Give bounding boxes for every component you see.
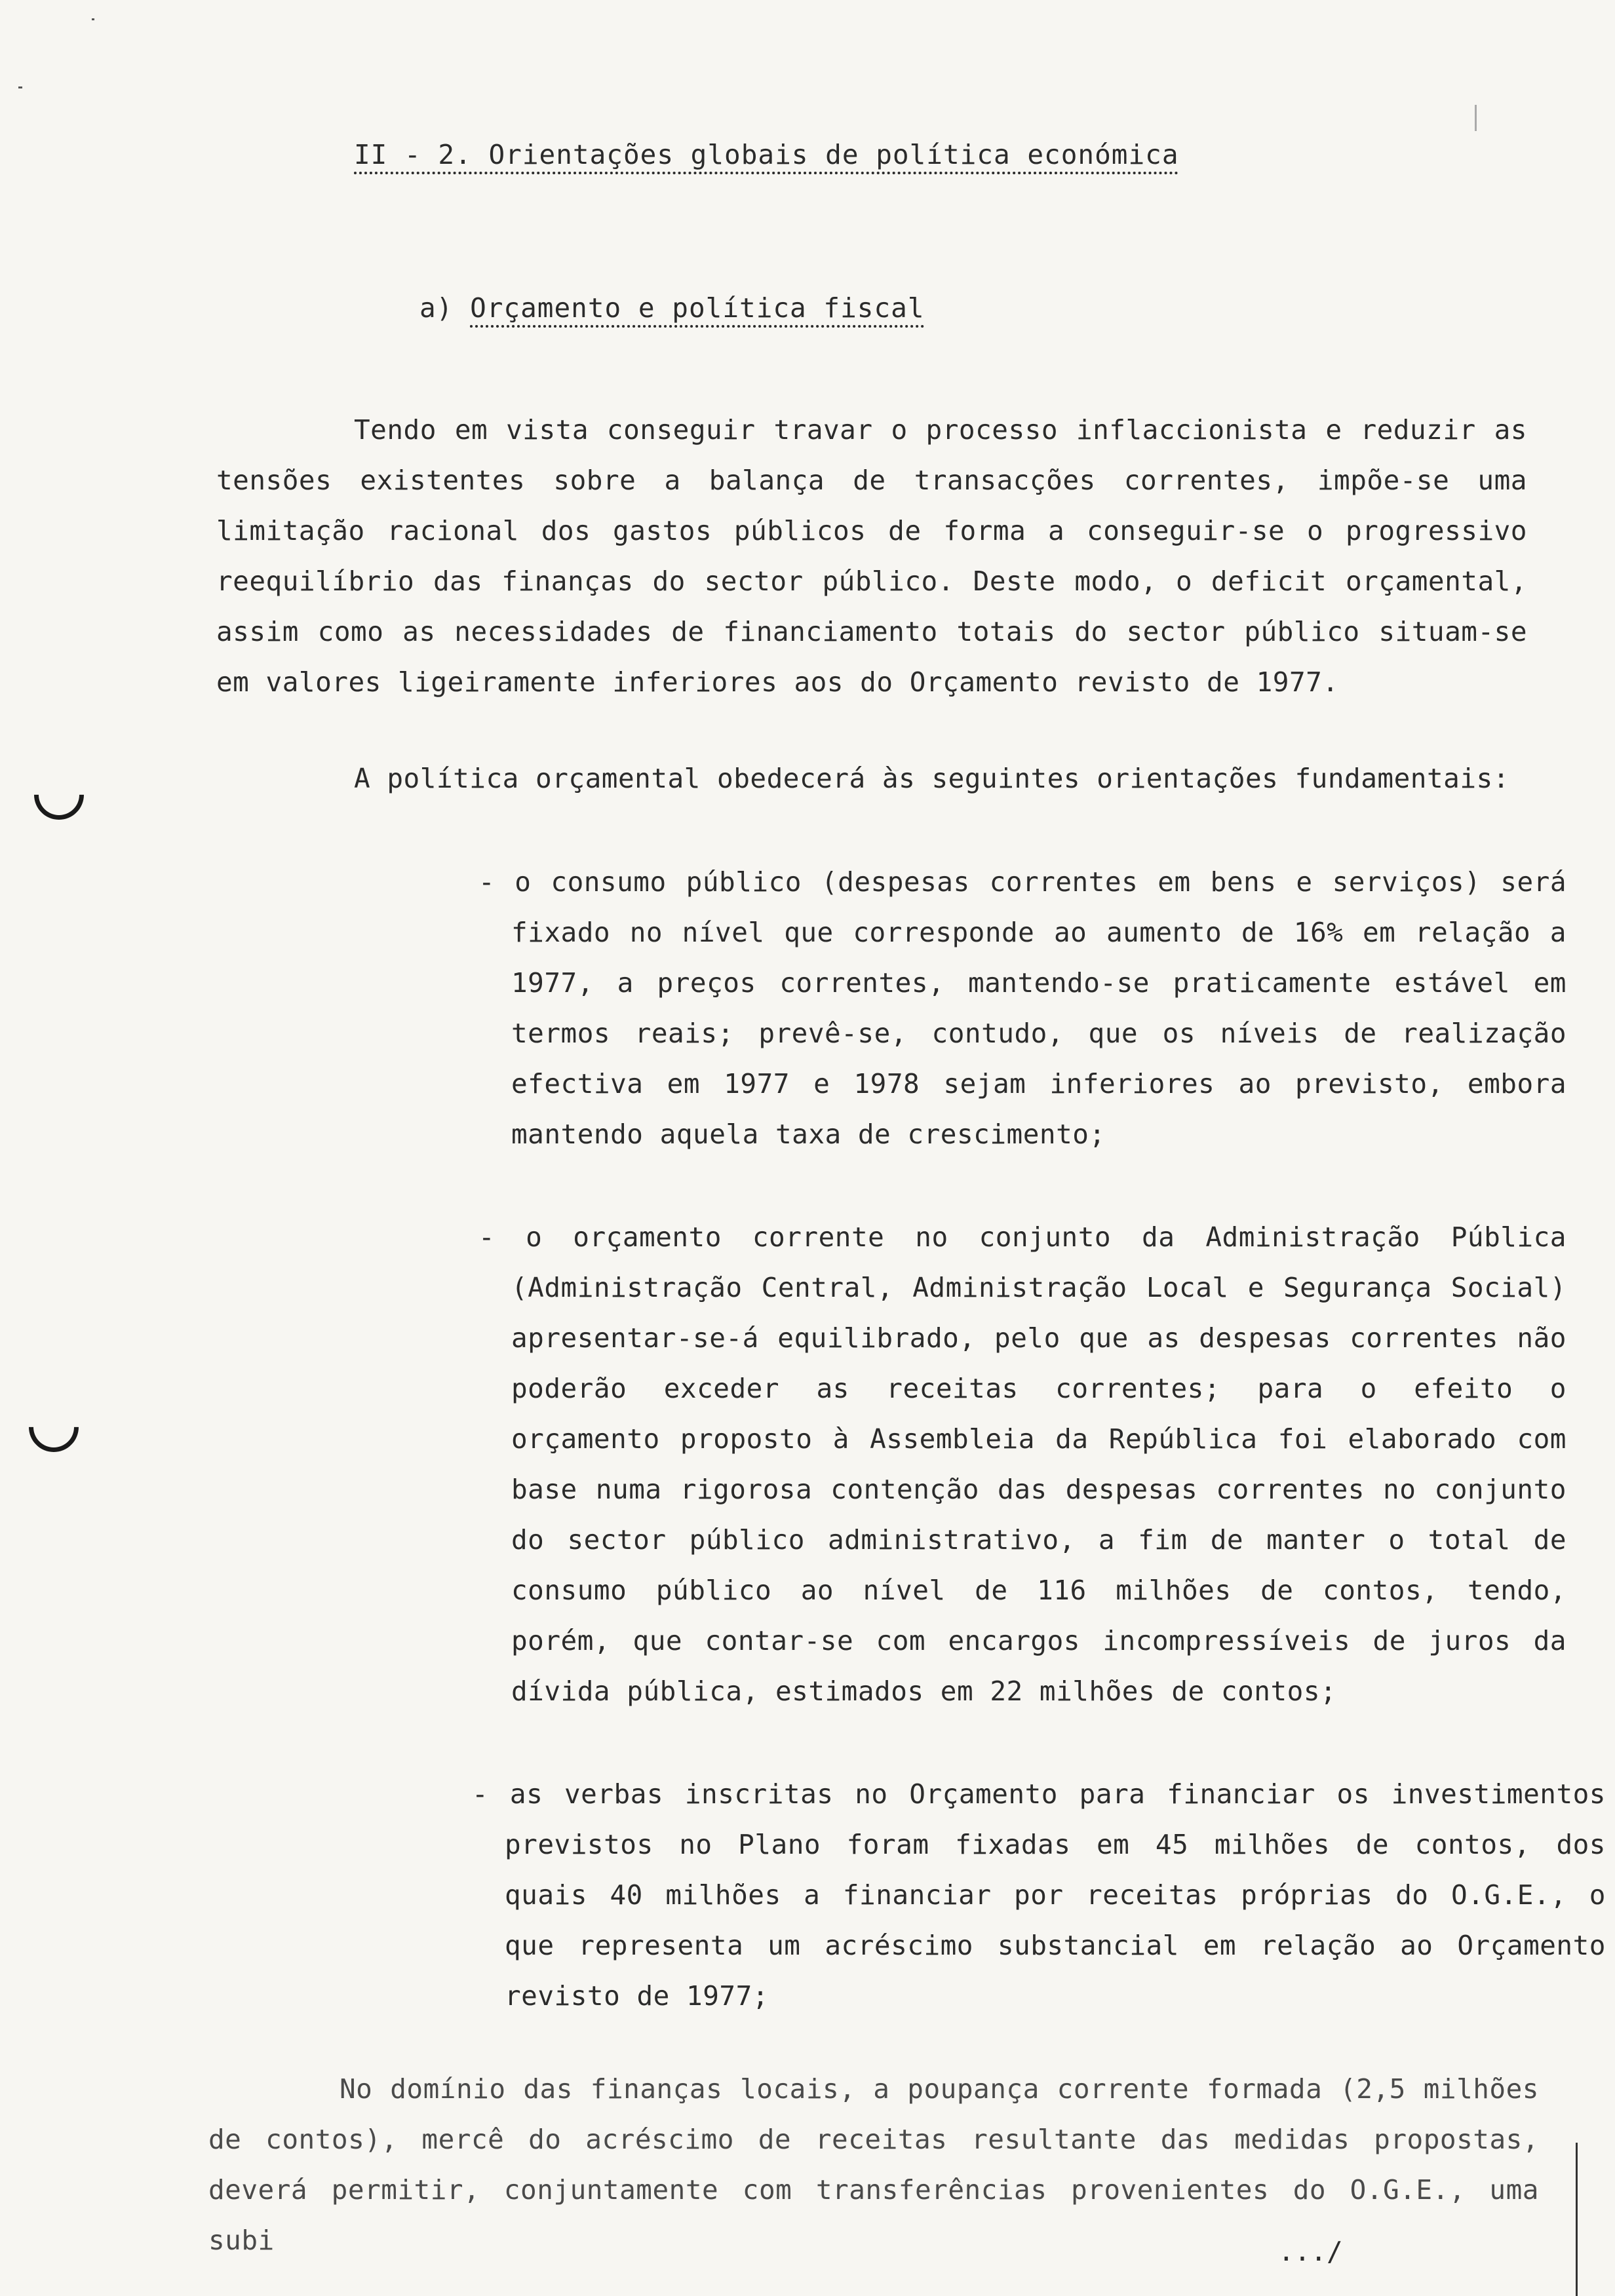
list-item: - o consumo público (despesas correntes em bens e serviços) será fixado no nível que corresponde ao aumento de 16% em relação a 1977, a preços correntes, mantendo-se praticamente estável em termos reais; prevê-se, contudo, que os níveis de realização efectiva em 1977 e 1978 sejam inferiores ao previsto, embora mantendo aquela taxa de crescimento; (478, 866, 1566, 1150)
list-item: - o orçamento corrente no conjunto da Administração Pública (Administração Central, Administração Local e Segurança Social) apresentar-se-á equilibrado, pelo que as despesas correntes não poderão exceder as receitas correntes; para o efeito o orçamento proposto à Assembleia da República foi elaborado com base numa rigorosa contenção das despesas correntes no conjunto do sector público administrativo, a fim de manter o total de consumo público ao nível de 116 milhões de contos, tendo, porém, que contar-se com encargos incompressíveis de juros da dívida pública, estimados em 22 milhões de contos; (478, 1221, 1566, 1707)
subsection-heading (419, 292, 925, 324)
scan-speck (18, 86, 22, 88)
punch-hole-mark (18, 1392, 88, 1462)
paragraph-intro: Tendo em vista conseguir travar o processo inflaccionista e reduzir as tensões existentes sobre a balança de transacções correntes, impõe-se uma limitação racional dos gastos públicos de forma a conseguir-se o progressivo reequilíbrio das finanças do sector público. Deste modo, o deficit orçamental, assim como as necessidades de financiamento totais do sector público situam-se em valores ligeiramente inferiores aos do Orçamento revisto de 1977. (216, 414, 1527, 698)
punch-hole-mark (24, 759, 94, 830)
scan-speck (1475, 105, 1477, 131)
section-heading: II - 2. Orientações globais de política económica (354, 139, 1179, 170)
page-edge-line (1576, 2143, 1578, 2296)
paragraph-local-finances: No domínio das finanças locais, a poupança corrente formada (2,5 milhões de contos), mercê do acréscimo de receitas resultante das medidas propostas, deverá permitir, conjuntamente com transferências provenientes do O.G.E., uma subi (208, 2073, 1539, 2256)
paragraph-orientations: A política orçamental obedecerá às seguintes orientações fundamentais: (354, 763, 1509, 794)
scan-speck (92, 18, 94, 20)
continuation-mark: .../ (1278, 2236, 1343, 2267)
list-item: - as verbas inscritas no Orçamento para financiar os investimentos previstos no Plano foram fixadas em 45 milhões de contos, dos quais 40 milhões a financiar por receitas próprias do O.G.E., o que representa um acréscimo substancial em relação ao Orçamento revisto de 1977; (472, 1778, 1606, 2012)
subsection-marker: a) (419, 292, 454, 324)
subsection-title: Orçamento e política fiscal (470, 292, 925, 324)
